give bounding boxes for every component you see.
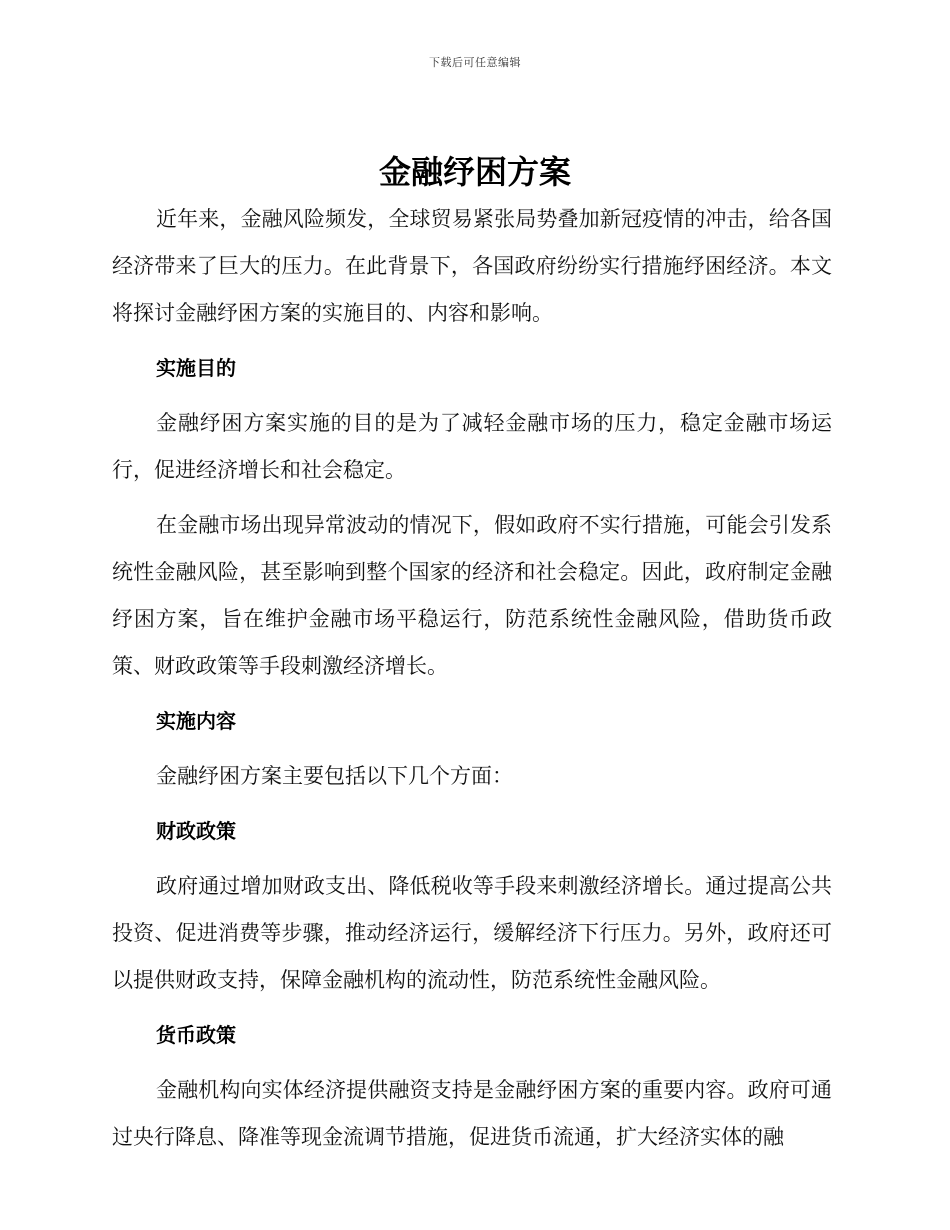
header-note: 下载后可任意编辑 <box>429 56 521 69</box>
section-heading-fiscal: 财政政策 <box>156 819 236 843</box>
section-heading-monetary: 货币政策 <box>156 1023 236 1047</box>
section-heading-purpose: 实施目的 <box>156 356 236 380</box>
document-body <box>112 196 832 1169</box>
section-heading-content: 实施内容 <box>156 709 236 733</box>
purpose-paragraph-1: 金融纾困方案实施的目的是为了减轻金融市场的压力，稳定金融市场运行，促进经济增长和社会稳定。 <box>112 411 832 482</box>
content-paragraph-1: 金融纾困方案主要包括以下几个方面： <box>156 764 513 788</box>
document-title: 金融纾困方案 <box>378 153 571 191</box>
monetary-paragraph-1: 金融机构向实体经济提供融资支持是金融纾困方案的重要内容。政府可通过央行降息、降准等现金流调节措施，促进货币流通，扩大经济实体的融 <box>112 1078 832 1149</box>
fiscal-paragraph-1: 政府通过增加财政支出、降低税收等手段来刺激经济增长。通过提高公共投资、促进消费等步骤，推动经济运行，缓解经济下行压力。另外，政府还可以提供财政支持，保障金融机构的流动性，防范系统性金融风险。 <box>112 874 832 992</box>
intro-paragraph: 近年来，金融风险频发，全球贸易紧张局势叠加新冠疫情的冲击，给各国经济带来了巨大的压力。在此背景下，各国政府纷纷实行措施纾困经济。本文将探讨金融纾困方案的实施目的、内容和影响。 <box>112 207 832 325</box>
purpose-paragraph-2: 在金融市场出现异常波动的情况下，假如政府不实行措施，可能会引发系统性金融风险，甚至影响到整个国家的经济和社会稳定。因此，政府制定金融纾困方案，旨在维护金融市场平稳运行，防范系统性金融风险，借助货币政策、财政政策等手段刺激经济增长。 <box>112 513 832 678</box>
